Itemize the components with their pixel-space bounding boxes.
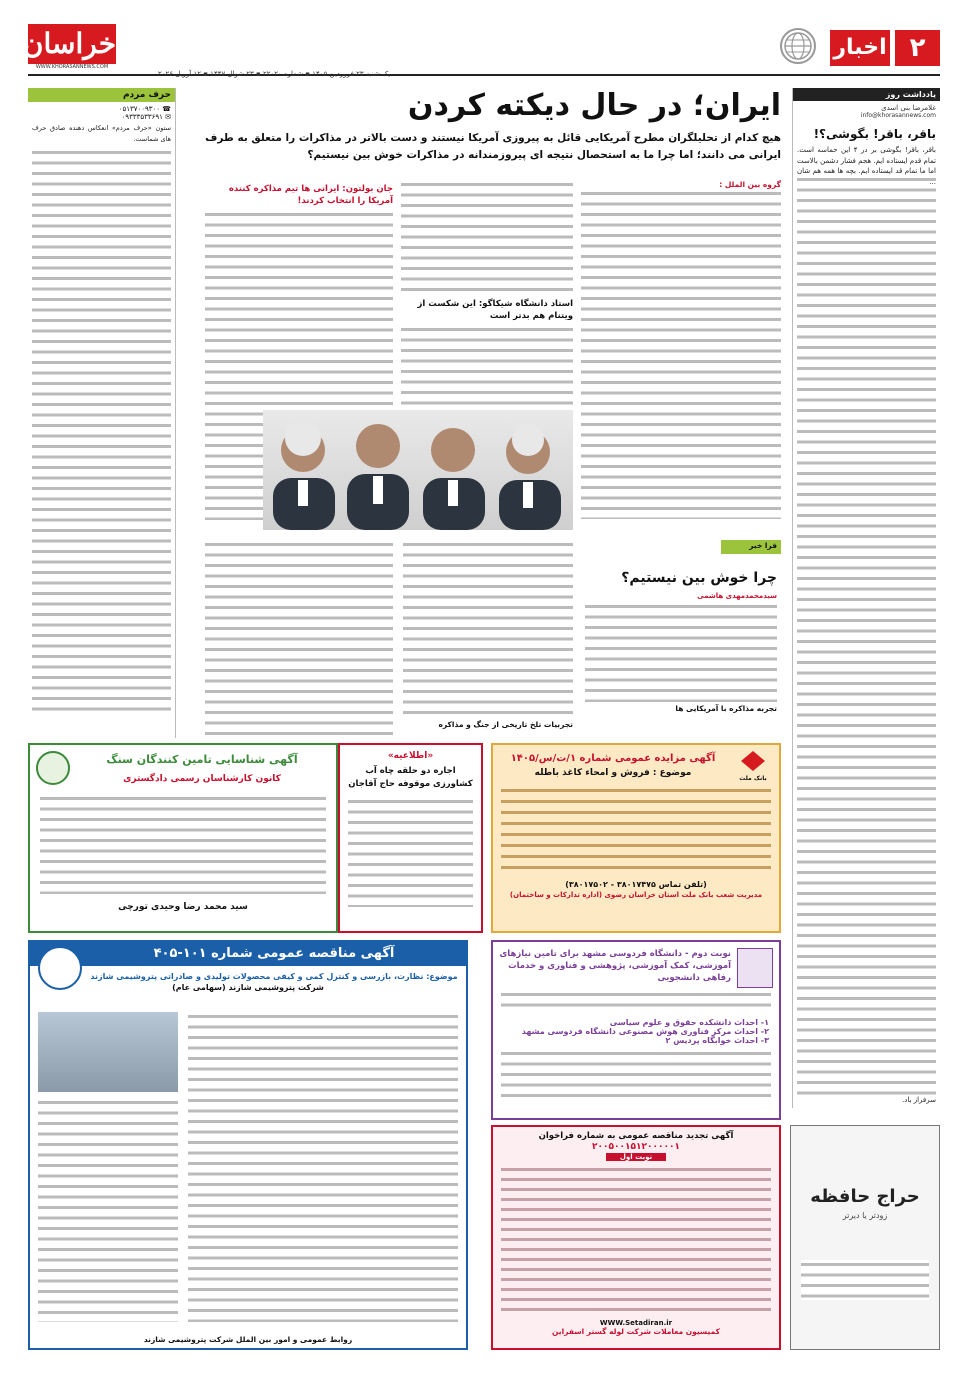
column-tag: فرا خبر (721, 540, 781, 554)
petrochemical-logo (38, 946, 82, 990)
article-text (581, 189, 781, 519)
peoples-voice-column (28, 88, 176, 738)
subheading-experience: تجربه مذاکره با آمریکایی ها (675, 704, 777, 713)
ad-badge: نوبت اول (606, 1153, 666, 1161)
ad-item-1: ۱- احداث دانشکده حقوق و علوم سیاسی (609, 1018, 769, 1027)
column-box (581, 540, 781, 740)
ad-bank-mellat (491, 743, 781, 933)
ad-title: «اطلاعیه» (387, 751, 434, 761)
expert-seal-icon (36, 751, 70, 785)
ad-memory-auction (482, 1125, 483, 1126)
ad-photo-plant (38, 1012, 178, 1092)
bank-brand: بانک ملت (739, 775, 767, 782)
ad-title: آگهی تجدید مناقصه عمومی به شماره فراخوان (538, 1131, 734, 1141)
column-title: چرا خوش بین نیستیم؟ (621, 570, 777, 586)
dateline: یک شنبه ۲۳ فروردین ۱۴۰۵ ▪ شماره ۲۲۰۲۰ ▪ ۲۳ شوال ۱۴۴۷ ▪ ۱۲ آوریل ۲۰۲۶ (158, 70, 391, 78)
peoples-voice-title: حرف مردم (28, 88, 175, 102)
editorial-footer: سرفراز باد. (902, 1096, 936, 1104)
ad-company: شرکت پتروشیمی شازند (سهامی عام) (172, 983, 324, 992)
ad-title-bar: آگهی مناقصه عمومی شماره ۱۰۱-۴۰۵ (30, 942, 466, 966)
subheading-history: تجربیات تلخ تاریخی از جنگ و مذاکره (438, 720, 573, 729)
ad-text (501, 786, 771, 876)
peoples-voice-text (32, 148, 171, 718)
phone-number: ۰۵۱۳۷۰۰۹۳۰۰ ☎ (118, 105, 171, 113)
logo-url: WWW.KHORASANNEWS.COM (35, 64, 109, 70)
ad-subtitle: کانون کارشناسان رسمی دادگستری (123, 774, 281, 784)
page-number: ۲ (895, 30, 940, 66)
ad-ferdowsi-university (491, 940, 781, 1120)
subheading-chicago: استاد دانشگاه شیکاگو: این شکست از ویتنام هم بدتر است (417, 299, 573, 321)
ad-stone-suppliers (28, 743, 338, 933)
continuation-col-2 (205, 540, 393, 740)
ad-subtitle: موضوع: نظارت، بازرسی و کنترل کمی و کیفی محصولات تولیدی و صادراتی پتروشیمی شازند (90, 972, 458, 981)
ad-harag-hafezeh (790, 1125, 940, 1350)
lead-label: گروه بین الملل : (719, 180, 781, 189)
editorial-body-text (797, 175, 936, 1095)
ad-footer: مدیریت شعب بانک ملت استان خراسان رضوی (اداره تدارکات و ساختمان) (509, 891, 763, 899)
ad-text (501, 1165, 771, 1315)
ad-text-column-right (188, 1012, 458, 1322)
bank-mellat-logo (733, 751, 773, 785)
ad-brand: حراج حافظه (810, 1186, 920, 1207)
ad-footer: روابط عمومی و امور بین الملل شرکت پتروشیمی شازند (143, 1335, 353, 1344)
editorial-title: باقر، باقر! بگوشی؟! (813, 127, 936, 141)
ad-item-3: ۳- احداث خوابگاه پردیس ۲ (665, 1036, 769, 1045)
editorial-tag: یادداشت روز (793, 88, 940, 101)
ad-phone: (تلفن تماس ۳۸۰۱۷۴۷۵ - ۳۸۰۱۷۵۰۲) (565, 880, 707, 889)
globe-news-icon (780, 28, 816, 64)
ad-text-column-left (38, 1098, 178, 1322)
logo: خراسان (28, 24, 116, 64)
ad-footer: سید محمد رضا وحیدی تورچی (118, 902, 248, 912)
ad-text (501, 990, 771, 1014)
photo-officials (263, 410, 573, 530)
ad-text (348, 797, 473, 907)
main-article-col-1 (581, 180, 781, 520)
ad-website: WWW.Setadiran.ir (599, 1319, 673, 1327)
ad-subtitle: موضوع : فروش و امحاء کاغذ باطله (534, 768, 692, 778)
page-header (22, 24, 940, 78)
column-author: سیدمحمدمهدی هاشمی (697, 592, 777, 600)
ad-title: آگهی شناسایی تامین کنندگان سنگ (106, 753, 298, 766)
ad-pipe-tender (491, 1125, 781, 1350)
sms-number: ۰۹۳۳۳۵۳۳۶۹۱ ✉ (121, 113, 171, 121)
column-note: ستون «حرف مردم» انعکاس دهنده صادق حرف های شماست. (32, 124, 171, 143)
continuation-col-1 (403, 540, 573, 740)
column-text (585, 602, 777, 702)
main-headline: ایران؛ در حال دیکته کردن (407, 88, 781, 123)
ad-number: ۲۰۰۵۰۰۱۵۱۲۰۰۰۰۰۱ (592, 1142, 680, 1152)
editorial-email: info@khorasannews.com (860, 112, 936, 119)
section-title: اخبار (830, 30, 890, 66)
main-subhead: هیچ کدام از تحلیلگران مطرح آمریکایی قائل به پیروزی آمریکا نیستند و دست بالاتر در مذاکرات را متعلق به طرف ایرانی می دانند؛ اما چرا ما به استحصال نتیجه ای پیروزمندانه در مذاکرات خوش بین نیستیم؟ (205, 132, 781, 161)
ad-petrochemical-tender (28, 940, 468, 1350)
editorial-lead: باقر، باقر! بگوشی بر در ۴ این حماسه است. تمام قدم ایستاده ایم. هجم فشار دشمن بالاست اما ما تمام قد ایستاده ایم. بچه ها همه هم شان ... (797, 146, 936, 186)
article-text (403, 540, 573, 720)
university-logo (737, 948, 773, 988)
editorial-column (792, 88, 940, 1108)
ad-title: آگهی مزایده عمومی شماره ۱/ت/س/۱۴۰۵ (510, 753, 716, 764)
ad-item-2: ۲- احداث مرکز فناوری هوش مصنوعی دانشگاه فردوسی مشهد (521, 1027, 769, 1036)
ad-well-lease (338, 743, 483, 933)
ad-text (40, 794, 326, 894)
ad-text (501, 1049, 771, 1099)
ad-footer: کمیسیون معاملات شرکت لوله گستر اسفراین (552, 1327, 720, 1336)
subheading-bolton: جان بولتون: ایرانی ها تیم مذاکره کننده آمریکا را انتخاب کردند! (228, 184, 393, 206)
ad-subtitle: اجاره دو حلقه چاه آب کشاورزی موقوفه حاج آقاجان (348, 766, 473, 789)
ad-tagline: زودتر یا دیرتر (842, 1211, 888, 1220)
ad-text (801, 1260, 929, 1300)
article-text (401, 180, 573, 295)
editorial-author: غلامرضا بنی اسدی (881, 104, 936, 112)
ad-title: نوبت دوم - دانشگاه فردوسی مشهد برای تامین نیازهای آموزشی، کمک آموزشی، پژوهشی و فناوری و خدمات رفاهی دانشجویی (499, 949, 731, 983)
